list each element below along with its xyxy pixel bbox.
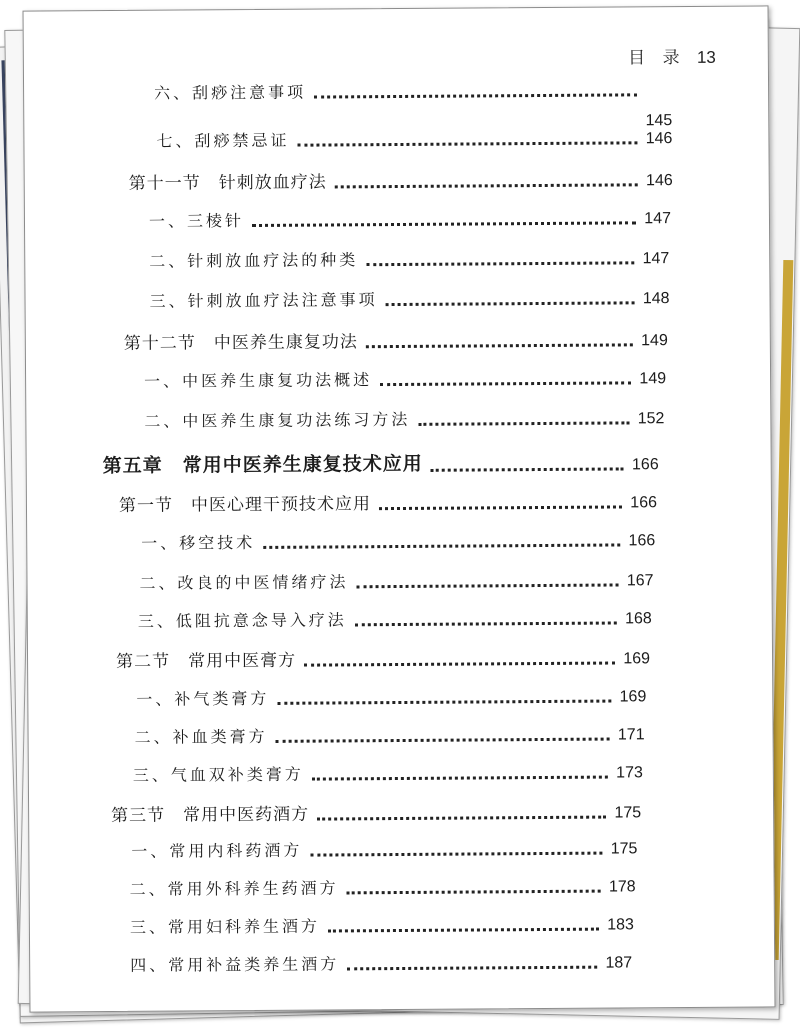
toc-entry-page: 175 (614, 804, 642, 822)
toc-entry-title: 一、移空技术 (141, 533, 256, 553)
toc-entry (129, 165, 673, 194)
toc-entry-page: 149 (641, 332, 668, 350)
toc-entry-title: 第三节 常用中医药酒方 (111, 804, 310, 827)
toc-entry-page: 146 (645, 130, 673, 148)
toc-entry-title: 三、针刺放血疗法注意事项 (149, 290, 378, 311)
toc-entry-title: 第一节 中医心理干预技术应用 (118, 494, 372, 516)
toc-entry (149, 205, 671, 232)
page-header (628, 43, 716, 69)
header-section-title: 目 录 (628, 47, 686, 69)
toc-entry-page: 147 (644, 210, 672, 228)
leader-dots (418, 421, 629, 425)
toc-entry-page: 166 (631, 456, 659, 474)
toc-entry-page: 145 (645, 112, 673, 130)
leader-dots (304, 661, 615, 666)
leader-dots (312, 776, 608, 781)
toc-entry-page: 183 (607, 916, 634, 934)
toc-entry-page: 147 (642, 250, 670, 268)
leader-dots (297, 141, 637, 146)
toc-chapter-title: 第五章 常用中医养生康复技术应用 (102, 452, 423, 478)
leader-dots (317, 816, 606, 821)
toc-entry (111, 797, 641, 826)
toc-entry-title: 第十一节 针刺放血疗法 (128, 172, 327, 194)
toc-entry-title: 第二节 常用中医膏方 (115, 650, 297, 672)
toc-entry-page: 169 (619, 688, 647, 706)
toc-entry (119, 487, 657, 516)
leader-dots (328, 928, 599, 933)
leader-dots (366, 343, 633, 348)
toc-entry (130, 949, 632, 976)
leader-dots (347, 890, 601, 895)
toc-entry-page: 149 (639, 370, 667, 388)
leader-dots (314, 93, 637, 98)
toc-entry-page: 166 (630, 494, 658, 512)
toc-entry-title: 第十二节 中医养生康复功法 (123, 332, 358, 354)
toc-entry-page: 187 (605, 954, 633, 972)
leader-dots (252, 221, 636, 227)
toc-entry-title: 三、气血双补类膏方 (132, 764, 304, 785)
leader-dots (263, 543, 620, 548)
toc-entry (139, 567, 653, 594)
toc-entry (130, 873, 636, 900)
leader-dots (335, 183, 638, 188)
toc-entry-page: 173 (616, 764, 643, 782)
toc-entry-page: 169 (623, 650, 651, 668)
leader-dots (431, 467, 624, 471)
toc-chapter-entry (103, 447, 659, 478)
leader-dots (380, 381, 631, 386)
toc-entry (156, 125, 672, 152)
toc-entry-title: 二、中医养生康复功法练习方法 (144, 409, 411, 431)
leader-dots (386, 301, 635, 306)
toc-entry-title: 七、刮痧禁忌证 (156, 130, 290, 151)
toc-entry (149, 245, 669, 272)
toc-entry-title: 三、常用妇科养生酒方 (129, 916, 320, 937)
toc-entry-page: 178 (608, 878, 636, 896)
toc-entry (131, 835, 637, 862)
toc-entry-title: 六、刮痧注意事项 (154, 82, 307, 103)
leader-dots (379, 505, 622, 510)
toc-entry (149, 285, 669, 312)
toc-entry-page: 167 (626, 572, 654, 590)
toc-entry (130, 911, 634, 938)
toc-entry (133, 759, 643, 786)
toc-entry-page: 171 (617, 726, 645, 744)
leader-dots (355, 621, 617, 626)
toc-entry-title: 四、常用补益类养生酒方 (130, 954, 340, 975)
toc-entry (124, 325, 668, 354)
toc-entry (136, 683, 646, 710)
toc-entry-title: 二、补血类膏方 (134, 726, 268, 747)
header-page-number: 13 (696, 47, 716, 67)
toc-entry-title: 二、常用外科养生药酒方 (129, 878, 339, 899)
toc-entry-page: 166 (628, 532, 656, 550)
leader-dots (276, 738, 610, 743)
leader-dots (366, 261, 634, 266)
toc-entry-title: 一、中医养生康复功法概述 (144, 370, 373, 391)
toc-entry (154, 77, 672, 104)
toc-entry-page: 168 (625, 610, 652, 628)
toc-entry-title: 二、针刺放血疗法的种类 (149, 250, 359, 271)
toc-entry (144, 365, 666, 392)
toc-entry-title: 二、改良的中医情绪疗法 (139, 572, 349, 593)
toc-entry-page: 175 (610, 840, 638, 858)
toc-entry (141, 527, 655, 554)
toc-entry-title: 三、低阻抗意念导入疗法 (137, 610, 347, 631)
toc-entry-page: 148 (642, 290, 670, 308)
leader-dots (357, 583, 619, 588)
toc-page (23, 5, 776, 1012)
toc-entry (138, 605, 652, 632)
leader-dots (347, 966, 597, 971)
toc-entry-page: 152 (637, 410, 665, 428)
toc-entry-title: 一、常用内科药酒方 (131, 840, 303, 861)
toc-entry (116, 643, 650, 672)
toc-entry-title: 一、补气类膏方 (136, 688, 270, 709)
toc-entry (144, 405, 664, 432)
leader-dots (277, 700, 611, 705)
toc-entry-title: 一、三棱针 (148, 211, 245, 231)
leader-dots (310, 852, 602, 857)
toc-entry-page: 146 (645, 172, 673, 190)
toc-entry (135, 721, 645, 748)
